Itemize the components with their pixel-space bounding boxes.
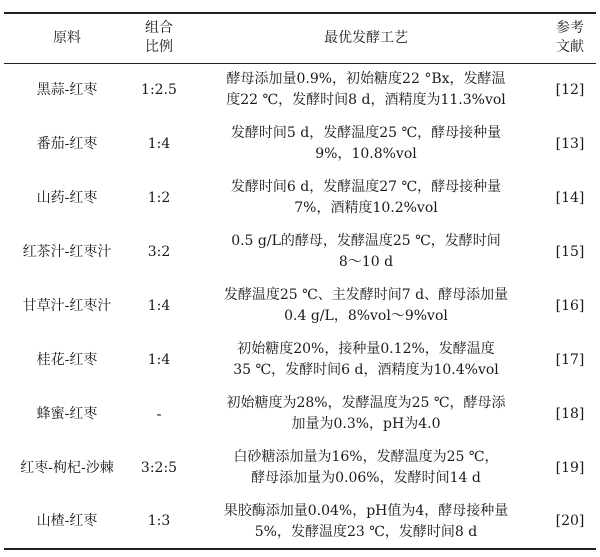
cell-reference: [18] xyxy=(555,405,585,422)
process-line: 初始糖度为28%，发酵温度为25 ℃，酵母添 xyxy=(226,395,506,411)
cell-process xyxy=(188,495,544,549)
cell-process xyxy=(188,117,544,171)
process-line: 9%，10.8%vol xyxy=(315,146,417,162)
process-line: 5%，发酵温度23 ℃，发酵时间8 d xyxy=(254,523,478,540)
table-row xyxy=(4,333,596,387)
cell-process xyxy=(188,279,544,333)
process-line: 发酵时间6 d，发酵温度27 ℃，酵母接种量 xyxy=(230,179,502,195)
cell-reference: [19] xyxy=(555,459,585,476)
cell-ratio: 1:4 xyxy=(147,351,171,368)
cell-material: 桂花-红枣 xyxy=(36,351,98,368)
cell-process xyxy=(188,171,544,225)
cell-ratio: 3:2 xyxy=(147,243,171,260)
header-reference: 参考 文献 xyxy=(544,13,596,63)
cell-reference: [15] xyxy=(555,243,585,260)
cell-ratio: - xyxy=(156,404,162,423)
table-row xyxy=(4,225,596,279)
cell-process xyxy=(188,333,544,387)
cell-reference: [13] xyxy=(555,135,585,152)
cell-ratio: 3:2:5 xyxy=(140,459,178,476)
table-row xyxy=(4,495,596,549)
process-line: 8～10 d xyxy=(338,254,394,270)
process-line: 酵母添加量0.9%，初始糖度22 °Bx，发酵温 xyxy=(226,71,506,88)
cell-reference: [20] xyxy=(544,495,596,549)
table-row xyxy=(4,117,596,171)
cell-process xyxy=(188,441,544,495)
cell-ratio: 1:4 xyxy=(147,135,171,152)
table-row xyxy=(4,279,596,333)
process-line: 白砂糖添加量为16%，发酵温度为25 ℃， xyxy=(233,449,499,465)
cell-ratio: 1:3 xyxy=(130,495,188,549)
cell-material: 蜂蜜-红枣 xyxy=(36,405,98,422)
cell-reference: [17] xyxy=(555,351,585,368)
cell-reference: [12] xyxy=(555,81,585,98)
table-row xyxy=(4,63,596,117)
fermentation-process-table xyxy=(4,12,596,550)
process-line: 度22 ℃，发酵时间8 d，酒精度为11.3%vol xyxy=(226,92,506,109)
cell-material: 番茄-红枣 xyxy=(36,135,98,152)
header-process: 最优发酵工艺 xyxy=(188,13,544,63)
process-line: 0.5 g/L的酵母，发酵温度25 ℃，发酵时间 xyxy=(231,233,501,249)
process-line: 酵母添加量为0.06%，发酵时间14 d xyxy=(251,470,481,486)
process-line: 发酵温度25 ℃、主发酵时间7 d、酵母添加量 xyxy=(223,287,509,303)
table-header-row xyxy=(4,13,596,63)
process-line: 加量为0.3%，pH为4.0 xyxy=(291,416,441,432)
process-line: 0.4 g/L，8%vol～9%vol xyxy=(284,308,448,324)
cell-material: 甘草汁-红枣汁 xyxy=(22,297,112,314)
process-line: 35 ℃，发酵时间6 d，酒精度为10.4%vol xyxy=(233,362,499,378)
table-row xyxy=(4,387,596,441)
process-line: 发酵时间5 d，发酵温度25 ℃，酵母接种量 xyxy=(230,125,502,141)
cell-reference: [14] xyxy=(555,189,585,206)
process-line: 果胶酶添加量0.04%，pH值为4，酵母接种量 xyxy=(223,502,509,519)
cell-process xyxy=(188,225,544,279)
cell-material: 红茶汁-红枣汁 xyxy=(22,243,112,260)
cell-process xyxy=(188,63,544,117)
cell-ratio: 1:4 xyxy=(147,297,171,314)
cell-material: 红枣-枸杞-沙棘 xyxy=(20,459,114,476)
header-material: 原料 xyxy=(4,13,130,63)
table-row xyxy=(4,171,596,225)
cell-ratio: 1:2.5 xyxy=(141,81,177,98)
cell-process xyxy=(188,387,544,441)
cell-material: 山药-红枣 xyxy=(36,189,98,206)
process-line: 7%，酒精度10.2%vol xyxy=(294,200,438,216)
cell-material: 山楂-红枣 xyxy=(4,495,130,549)
process-line: 初始糖度20%，接种量0.12%，发酵温度 xyxy=(237,341,495,357)
cell-material: 黑蒜-红枣 xyxy=(36,81,98,98)
header-ratio: 组合 比例 xyxy=(130,13,188,63)
table-row xyxy=(4,441,596,495)
cell-reference: [16] xyxy=(555,297,585,314)
table-body xyxy=(4,63,596,549)
cell-ratio: 1:2 xyxy=(147,189,171,206)
